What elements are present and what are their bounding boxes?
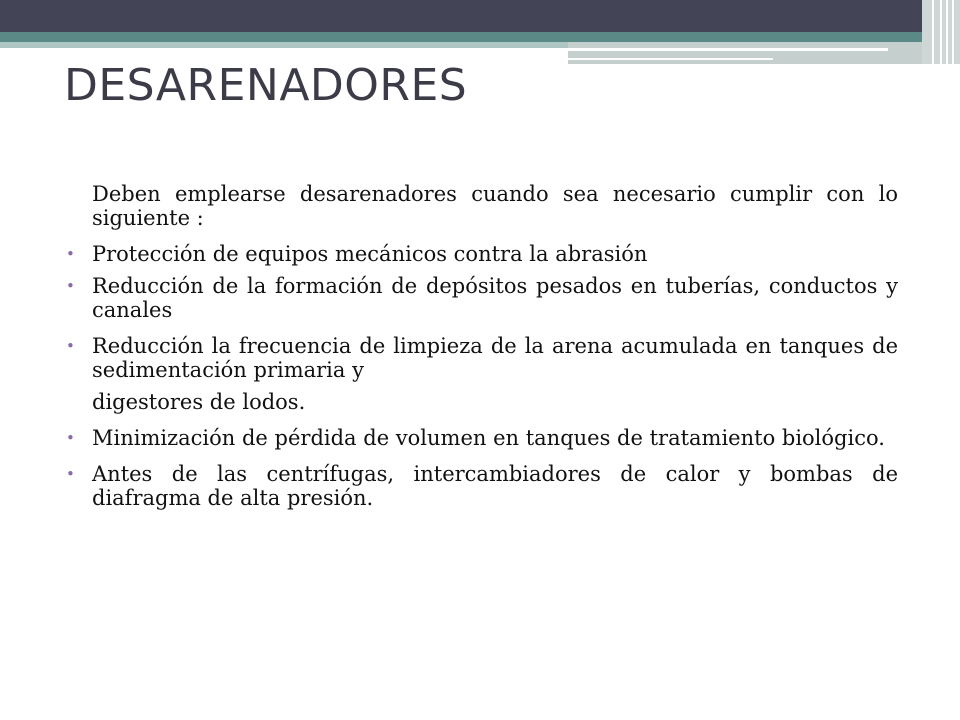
bullet-text: Reducción la frecuencia de limpieza de la arena acumulada en tanques de sedimentación primaria y (92, 334, 898, 382)
bullet-text: Reducción de la formación de depósitos pesados en tuberías, conductos y canales (92, 274, 898, 322)
intro-paragraph: Deben emplearse desarenadores cuando sea necesario cumplir con lo siguiente : (92, 182, 898, 230)
header-band-teal (0, 32, 960, 42)
bullet-continuation: digestores de lodos. (92, 390, 306, 414)
header-band-teal-light (0, 42, 568, 48)
bullet-icon: • (66, 245, 75, 263)
corner-stripe (952, 0, 954, 64)
header-band-dark (0, 0, 960, 32)
bullet-icon: • (66, 429, 75, 447)
corner-stripe (946, 0, 948, 64)
bullet-item (66, 462, 898, 510)
bullet-item (66, 274, 898, 322)
bullet-text: Protección de equipos mecánicos contra la abrasión (92, 242, 648, 266)
corner-stripe (940, 0, 942, 64)
slide-body (66, 182, 898, 522)
slide-title: DESARENADORES (64, 60, 468, 111)
corner-decoration (922, 0, 960, 64)
header-divider-line (568, 48, 888, 51)
header-divider-line (568, 58, 773, 60)
bullet-item (66, 242, 898, 266)
bullet-icon: • (66, 277, 75, 295)
bullet-text: Minimización de pérdida de volumen en tanques de tratamiento biológico. (92, 426, 885, 450)
bullet-item (66, 426, 898, 450)
bullet-icon: • (66, 337, 75, 355)
bullet-text: Antes de las centrífugas, intercambiadores de calor y bombas de diafragma de alta presión. (92, 462, 898, 510)
bullet-icon: • (66, 465, 75, 483)
bullet-item (66, 334, 898, 382)
corner-stripe (932, 0, 934, 64)
header-band-gray (568, 42, 960, 64)
